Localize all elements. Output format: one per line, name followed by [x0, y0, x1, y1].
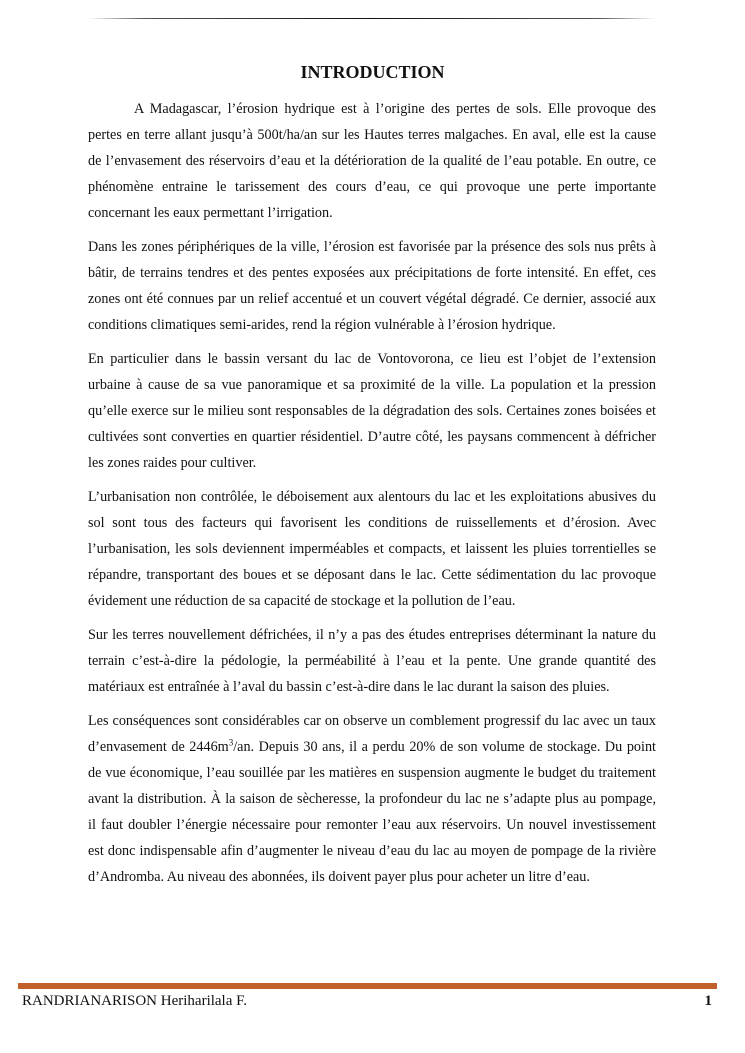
paragraph-5: Sur les terres nouvellement défrichées, il n’y a pas des études entreprises déterminant la nature du terrain c’est-à-dire la pédologie, la perméabilité à l’eau et la pente. Une grande quantité des matériaux est entraînée à l’aval du bassin c’est-à-dire dans le lac durant la saison des pluies. [88, 627, 656, 695]
paragraph-1: A Madagascar, l’érosion hydrique est à l’origine des pertes de sols. Elle provoque des pertes en terre allant jusqu’à 500t/ha/an sur les Hautes terres malgaches. En aval, elle est la cause de l’envasement des réservoirs d’eau et la détérioration de la qualité de l’eau potable. En outre, ce phénomène entraine le tarissement des cours d’eau, ce qui provoque une perte importante concernant les eaux permettant l’irrigation. [88, 101, 656, 221]
superscript-exponent: 3 [228, 737, 234, 748]
paragraph-6 [88, 708, 656, 890]
body-text [88, 96, 656, 898]
paragraph-4: L’urbanisation non contrôlée, le déboisement aux alentours du lac et les exploitations abusives du sol sont tous des facteurs qui favorisent les conditions de ruissellements et d’érosion. Avec l’urbanisation, les sols deviennent imperméables et compacts, et laissent les pluies torrentielles se répandre, transportant des boues et se déposant dans le lac. Cette sédimentation du lac provoque évidement une réduction de sa capacité de stockage et la pollution de l’eau. [88, 489, 656, 609]
paragraph-2: Dans les zones périphériques de la ville, l’érosion est favorisée par la présence des sols nus prêts à bâtir, de terrains tendres et des pentes exposées aux précipitations de forte intensité. En effet, ces zones ont été connues par un relief accentué et un couvert végétal dégradé. Ce dernier, associé aux conditions climatiques semi-arides, rend la région vulnérable à l’érosion hydrique. [88, 239, 656, 333]
page-title: INTRODUCTION [300, 62, 445, 82]
paragraph-6-part-1: Les conséquences sont considérables car on observe un comblement progressif du lac avec un taux d’envasement de 2446m [88, 713, 656, 755]
page-number: 1 [704, 993, 712, 1009]
paragraph-6-part-2: /an. Depuis 30 ans, il a perdu 20% de son volume de stockage. Du point de vue économique, l’eau souillée par les matières en suspension augmente le budget du traitement avant la distribution. À la saison de sècheresse, la profondeur du lac ne s’adapte plus au pompage, il faut doubler l’énergie nécessaire pour remonter l’eau aux réservoirs. Un nouvel investissement est donc indispensable afin d’augmenter le niveau d’eau du lac au moyen de pompage de la rivière d’Andromba. Au niveau des abonnées, ils doivent payer plus pour acheter un litre d’eau. [88, 739, 656, 885]
footer-bar [18, 983, 717, 989]
footer-author: RANDRIANARISON Heriharilala F. [22, 993, 248, 1009]
header-rule [88, 18, 656, 19]
paragraph-3: En particulier dans le bassin versant du lac de Vontovorona, ce lieu est l’objet de l’extension urbaine à cause de sa vue panoramique et sa proximité de la ville. La population et la pression qu’elle exerce sur le milieu sont responsables de la dégradation des sols. Certaines zones boisées et cultivées sont converties en quartier résidentiel. D’autre côté, les paysans commencent à défricher les zones raides pour cultiver. [88, 351, 656, 471]
